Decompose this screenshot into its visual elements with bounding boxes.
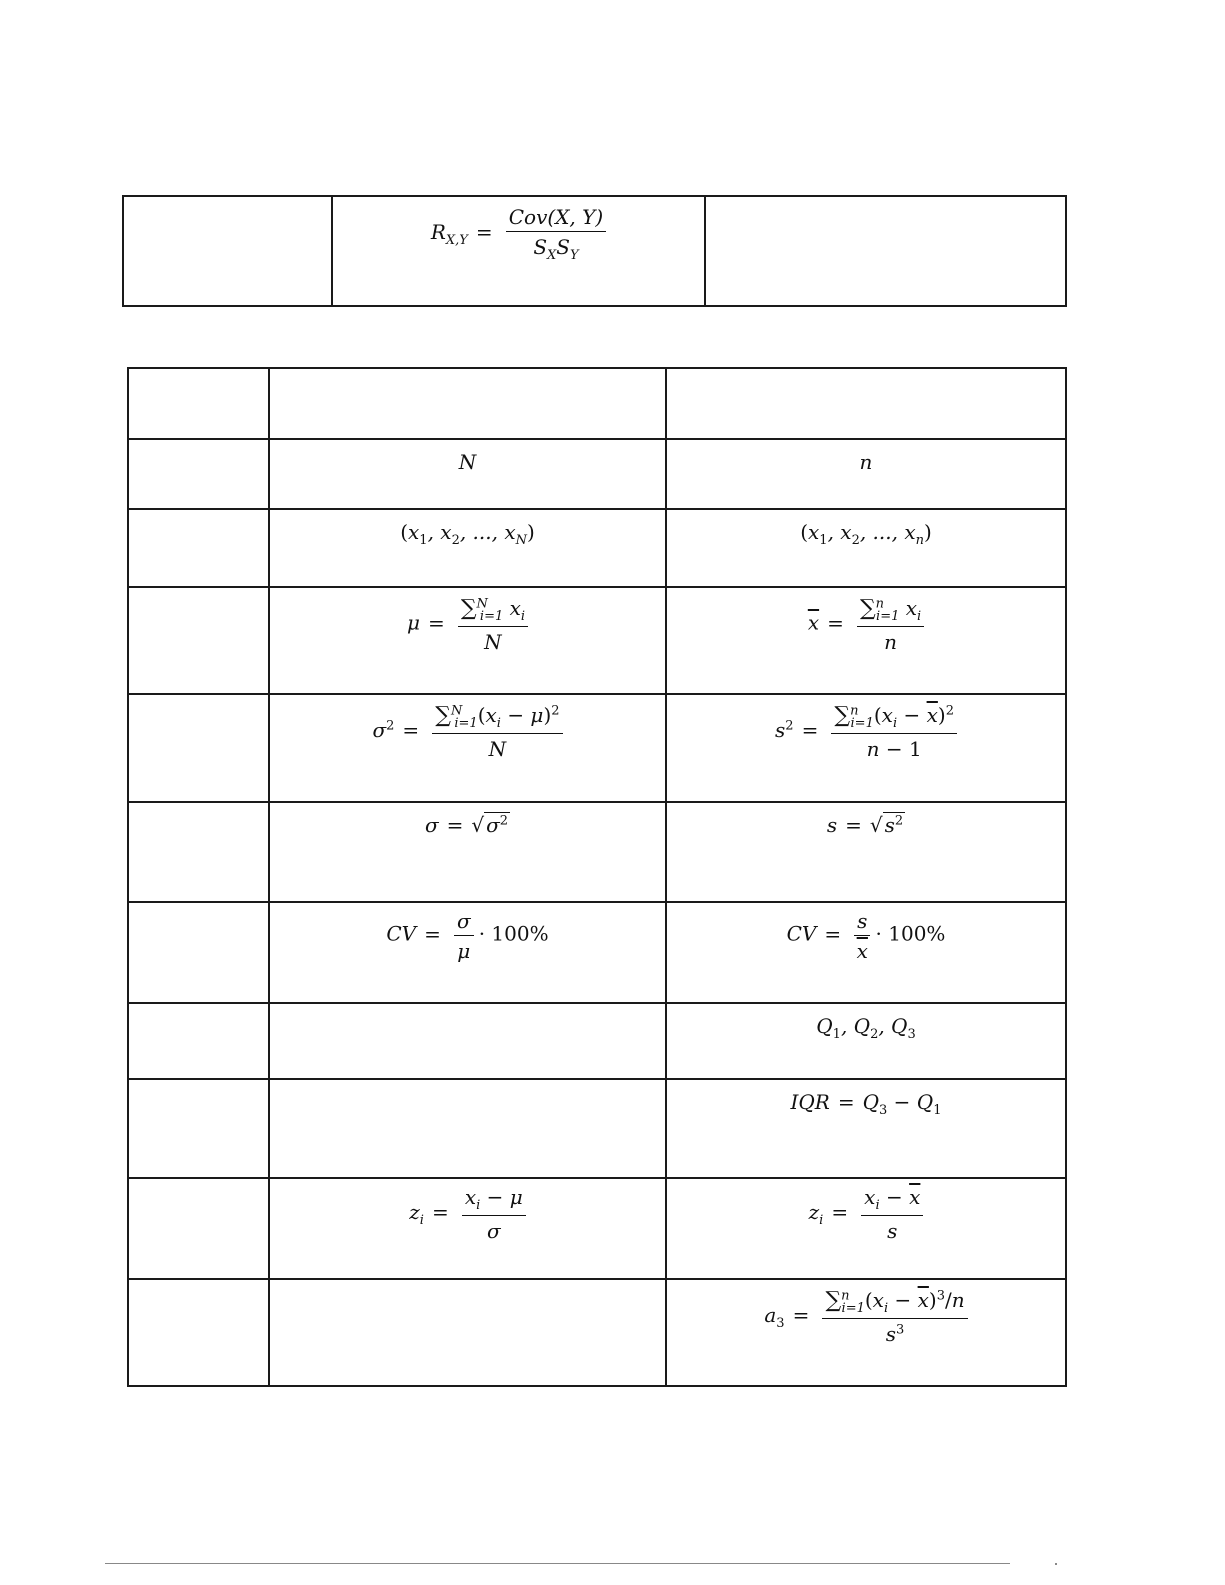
table-row [128, 694, 1066, 802]
sample-formula: s = √ $s^2$ [666, 802, 1066, 902]
row-label [128, 1003, 269, 1079]
population-formula: μ = $\frac{\sum^N_{i=1} x_i}{N}$ [269, 587, 666, 694]
table-row [128, 1279, 1066, 1386]
correlation-note-cell [705, 196, 1066, 306]
sample-formula: ($x_1$, $x_2$, ..., $x_n$) [666, 509, 1066, 587]
population-formula: CV = $\frac{\sigma}{\mu}$ · 100% [269, 902, 666, 1003]
population-formula [269, 1279, 666, 1386]
row-label [128, 587, 269, 694]
table-row [128, 1003, 1066, 1079]
header-population-cell [269, 368, 666, 439]
sample-formula: CV = $\frac{s}{x}$ · 100% [666, 902, 1066, 1003]
table-row [128, 802, 1066, 902]
page-footer-rule [105, 1563, 1010, 1564]
correlation-table [122, 195, 1067, 307]
table-row [128, 509, 1066, 587]
sample-formula: $s^2$ = $\frac{\sum^n_{i=1}(x_i - \overline{x})^2}{n - 1}$ [666, 694, 1066, 802]
table-row [128, 902, 1066, 1003]
row-label [128, 694, 269, 802]
header-sample-cell [666, 368, 1066, 439]
population-formula: N [269, 439, 666, 509]
correlation-label-cell [123, 196, 332, 306]
population-formula [269, 1079, 666, 1178]
row-label [128, 802, 269, 902]
statistics-table [127, 367, 1067, 1387]
correlation-formula-cell [332, 196, 705, 306]
table-row [128, 587, 1066, 694]
sample-formula: n [666, 439, 1066, 509]
correlation-formula: $R_{X,Y}$ = $\frac{\text{Cov(X, Y)}}{S_XS_Y}$ [333, 197, 704, 263]
sample-formula: $z_i$ = $\frac{x_i - \overline{x}}{s}$ [666, 1178, 1066, 1279]
row-label [128, 1279, 269, 1386]
table-row [128, 439, 1066, 509]
sample-formula: IQR = $Q_3 - Q_1$ [666, 1079, 1066, 1178]
sample-formula: $a_3$ = $\frac{\sum^n_{i=1}(x_i - \overline{x})^3/n}{s^3}$ [666, 1279, 1066, 1386]
header-label-cell [128, 368, 269, 439]
table-row [128, 1079, 1066, 1178]
sample-formula: $Q_1$, $Q_2$, $Q_3$ [666, 1003, 1066, 1079]
population-formula [269, 1003, 666, 1079]
page-footer-mark [1055, 1563, 1057, 1565]
sample-formula: $\overline{x}$ = $\frac{\sum^n_{i=1} x_i}{n}$ [666, 587, 1066, 694]
population-formula: ($x_1$, $x_2$, ..., $x_N$) [269, 509, 666, 587]
row-label [128, 439, 269, 509]
row-label [128, 509, 269, 587]
row-label [128, 1178, 269, 1279]
population-formula: σ = √ $\sigma^2$ [269, 802, 666, 902]
population-formula: $z_i$ = $\frac{x_i - \mu}{\sigma}$ [269, 1178, 666, 1279]
table-row [128, 1178, 1066, 1279]
row-label [128, 902, 269, 1003]
table-header-row [128, 368, 1066, 439]
row-label [128, 1079, 269, 1178]
population-formula: $\sigma^2$ = $\frac{\sum^N_{i=1}(x_i - \mu)^2}{N}$ [269, 694, 666, 802]
